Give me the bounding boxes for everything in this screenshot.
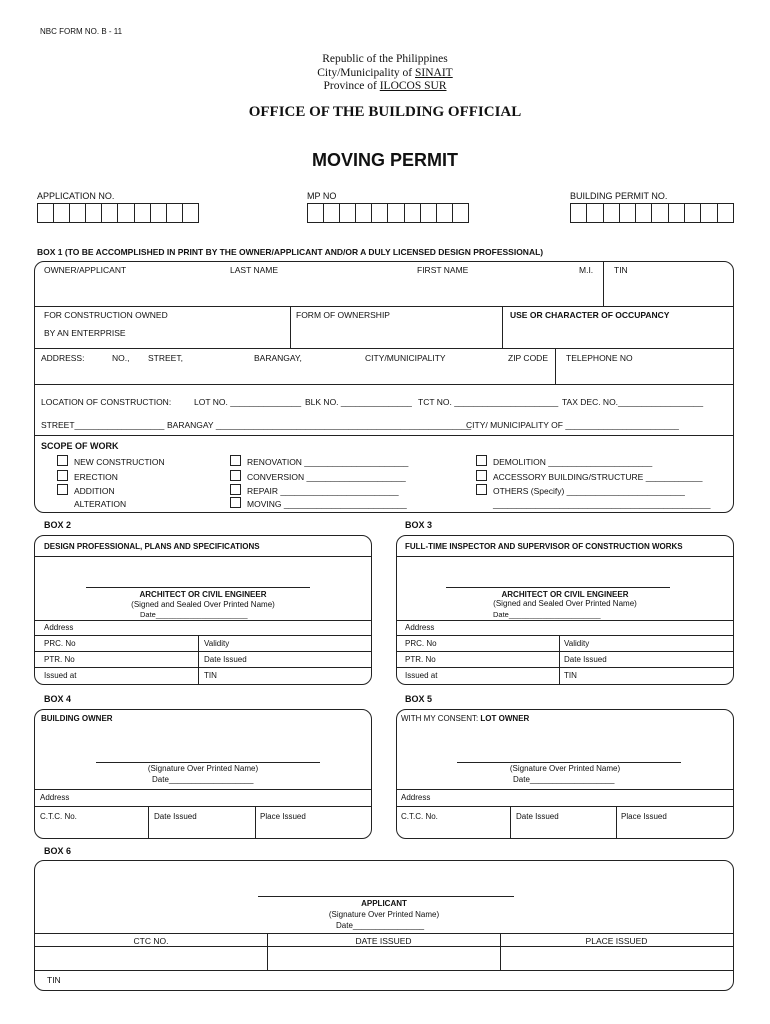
box5-label: BOX 5 <box>405 694 433 704</box>
scope-label: ALTERATION <box>74 499 127 509</box>
first-name-label: FIRST NAME <box>417 265 469 275</box>
box2-date-issued-label: Date Issued <box>204 655 247 664</box>
box2-signer: ARCHITECT OR CIVIL ENGINEER <box>139 590 267 599</box>
by-enterprise-label: BY AN ENTERPRISE <box>44 328 126 338</box>
box2-label: BOX 2 <box>44 520 72 530</box>
box3-ptr-label: PTR. No <box>405 655 436 664</box>
city-name: SINAIT <box>415 67 453 79</box>
scope-label: MOVING __________________________ <box>247 499 407 509</box>
scope-label: CONVERSION _____________________ <box>247 472 406 482</box>
box4-date-issued-label: Date Issued <box>154 812 197 821</box>
box2-address-label: Address <box>44 623 74 632</box>
tct-no-field[interactable]: TCT NO. ______________________ <box>418 397 559 407</box>
box3-prc-label: PRC. No <box>405 639 437 648</box>
header-province-line: Province of ILOCOS SUR <box>323 80 447 92</box>
address-label: ADDRESS: <box>41 353 85 363</box>
tax-dec-no-field[interactable]: TAX DEC. NO.__________________ <box>562 397 704 407</box>
scope-label: ACCESSORY BUILDING/STRUCTURE ____________ <box>493 472 703 482</box>
scope-addition-checkbox[interactable] <box>57 484 68 495</box>
barangay-field[interactable]: BARANGAY ______________________________________________________ <box>167 420 472 430</box>
scope-label: RENOVATION ______________________ <box>247 457 409 467</box>
box5-signature: (Signature Over Printed Name) <box>509 764 621 773</box>
box4-place-issued-label: Place Issued <box>260 812 306 821</box>
box5-place-issued-label: Place Issued <box>621 812 667 821</box>
mi-label: M.I. <box>579 265 594 275</box>
scope-label: ADDITION <box>74 486 115 496</box>
box4-label: BOX 4 <box>44 694 72 704</box>
box3-label: BOX 3 <box>405 520 433 530</box>
box1-heading: BOX 1 (TO BE ACCOMPLISHED IN PRINT BY THE OWNER/APPLICANT AND/OR A DULY LICENSED DESIGN PROFESSIONAL) <box>37 247 544 257</box>
tin-label: TIN <box>614 265 628 275</box>
box6-date-issued-label: DATE ISSUED <box>355 936 412 946</box>
last-name-label: LAST NAME <box>230 265 279 275</box>
street-field[interactable]: STREET___________________ <box>41 420 165 430</box>
box4-signature: (Signature Over Printed Name) <box>147 764 259 773</box>
box6-signer: APPLICANT <box>361 899 407 908</box>
form-number: NBC FORM NO. B - 11 <box>40 27 123 36</box>
box2-ptr-label: PTR. No <box>44 655 75 664</box>
scope-renovation-checkbox[interactable] <box>230 455 241 466</box>
box5-panel <box>396 709 734 839</box>
box3-address-label: Address <box>405 623 435 632</box>
mp-no-field[interactable] <box>307 203 469 223</box>
box2-heading: DESIGN PROFESSIONAL, PLANS AND SPECIFICATIONS <box>44 542 260 551</box>
box6-tin-label: TIN <box>47 975 61 985</box>
box3-validity-label: Validity <box>564 639 590 648</box>
box3-issued-at-label: Issued at <box>405 671 438 680</box>
scope-label: DEMOLITION ______________________ <box>493 457 653 467</box>
box5-date-issued-label: Date Issued <box>516 812 559 821</box>
no-label: NO., <box>112 353 130 363</box>
scope-demolition-checkbox[interactable] <box>476 455 487 466</box>
scope-label: ERECTION <box>74 472 118 482</box>
box2-prc-label: PRC. No <box>44 639 76 648</box>
box6-label: BOX 6 <box>44 846 72 856</box>
box6-signature: (Signature Over Printed Name) <box>328 910 440 919</box>
box4-date[interactable]: Date___________________ <box>152 775 254 784</box>
box4-ctc-label: C.T.C. No. <box>40 812 77 821</box>
box6-ctc-label: CTC NO. <box>133 936 169 946</box>
telephone-no-label: TELEPHONE NO <box>566 353 633 363</box>
barangay-label: BARANGAY, <box>254 353 302 363</box>
for-construction-label: FOR CONSTRUCTION OWNED <box>44 310 168 320</box>
city-municipality-label: CITY/MUNICIPALITY <box>365 353 446 363</box>
box3-date[interactable]: Date______________________ <box>493 610 601 619</box>
box2-tin-label: TIN <box>204 671 217 680</box>
form-of-ownership-label: FORM OF OWNERSHIP <box>296 310 390 320</box>
box3-heading: FULL-TIME INSPECTOR AND SUPERVISOR OF CONSTRUCTION WORKS <box>405 542 683 551</box>
lot-owner-label: LOT OWNER <box>480 714 530 723</box>
scope-label: NEW CONSTRUCTION <box>74 457 165 467</box>
use-or-character-label: USE OR CHARACTER OF OCCUPANCY <box>510 310 670 320</box>
box4-heading: BUILDING OWNER <box>41 714 113 723</box>
scope-erection-checkbox[interactable] <box>57 470 68 481</box>
street-label: STREET, <box>148 353 183 363</box>
scope-label: OTHERS (Specify) _________________________ <box>493 486 685 496</box>
scope-others-checkbox[interactable] <box>476 484 487 495</box>
building-permit-no-label: BUILDING PERMIT NO. <box>570 191 668 201</box>
box2-validity-label: Validity <box>204 639 230 648</box>
box5-ctc-label: C.T.C. No. <box>401 812 438 821</box>
box3-tin-label: TIN <box>564 671 577 680</box>
scope-accessory-checkbox[interactable] <box>476 470 487 481</box>
box5-heading: WITH MY CONSENT: LOT OWNER <box>401 714 530 723</box>
city-of-field[interactable]: CITY/ MUNICIPALITY OF ________________________ <box>466 420 679 430</box>
scope-moving-checkbox[interactable] <box>230 497 241 508</box>
box4-address-label: Address <box>40 793 70 802</box>
page-title: MOVING PERMIT <box>311 150 458 170</box>
scope-conversion-checkbox[interactable] <box>230 470 241 481</box>
box3-signer: ARCHITECT OR CIVIL ENGINEER <box>501 590 629 599</box>
building-permit-no-field[interactable] <box>570 203 734 223</box>
header-republic: Republic of the Philippines <box>322 53 448 65</box>
mp-no-label: MP NO <box>307 191 337 201</box>
box5-address-label: Address <box>401 793 431 802</box>
location-label: LOCATION OF CONSTRUCTION: <box>41 397 172 407</box>
scope-others-line[interactable]: ______________________________________________ <box>493 499 711 509</box>
box3-date-issued-label: Date Issued <box>564 655 607 664</box>
scope-new-construction-checkbox[interactable] <box>57 455 68 466</box>
zip-code-label: ZIP CODE <box>508 353 548 363</box>
box5-date[interactable]: Date___________________ <box>513 775 615 784</box>
header-city-line: City/Municipality of SINAIT <box>317 67 453 79</box>
owner-applicant-label: OWNER/APPLICANT <box>44 265 127 275</box>
scope-repair-checkbox[interactable] <box>230 484 241 495</box>
box6-date[interactable]: Date________________ <box>336 921 425 930</box>
scope-label: REPAIR _________________________ <box>247 486 399 496</box>
blk-no-field[interactable]: BLK NO. _______________ <box>305 397 412 407</box>
province-name: ILOCOS SUR <box>379 80 447 92</box>
application-no-label: APPLICATION NO. <box>37 191 115 201</box>
box4-panel <box>34 709 372 839</box>
box2-issued-at-label: Issued at <box>44 671 77 680</box>
box3-signed-sealed: (Signed and Sealed Over Printed Name) <box>493 599 637 608</box>
office-title: OFFICE OF THE BUILDING OFFICIAL <box>248 104 522 120</box>
lot-no-field[interactable]: LOT NO. _______________ <box>194 397 302 407</box>
box2-date[interactable]: Date______________________ <box>140 610 248 619</box>
box6-place-issued-label: PLACE ISSUED <box>585 936 648 946</box>
application-no-field[interactable] <box>37 203 199 223</box>
scope-of-work-heading: SCOPE OF WORK <box>41 441 119 451</box>
box2-signed-sealed: (Signed and Sealed Over Printed Name) <box>131 600 275 609</box>
